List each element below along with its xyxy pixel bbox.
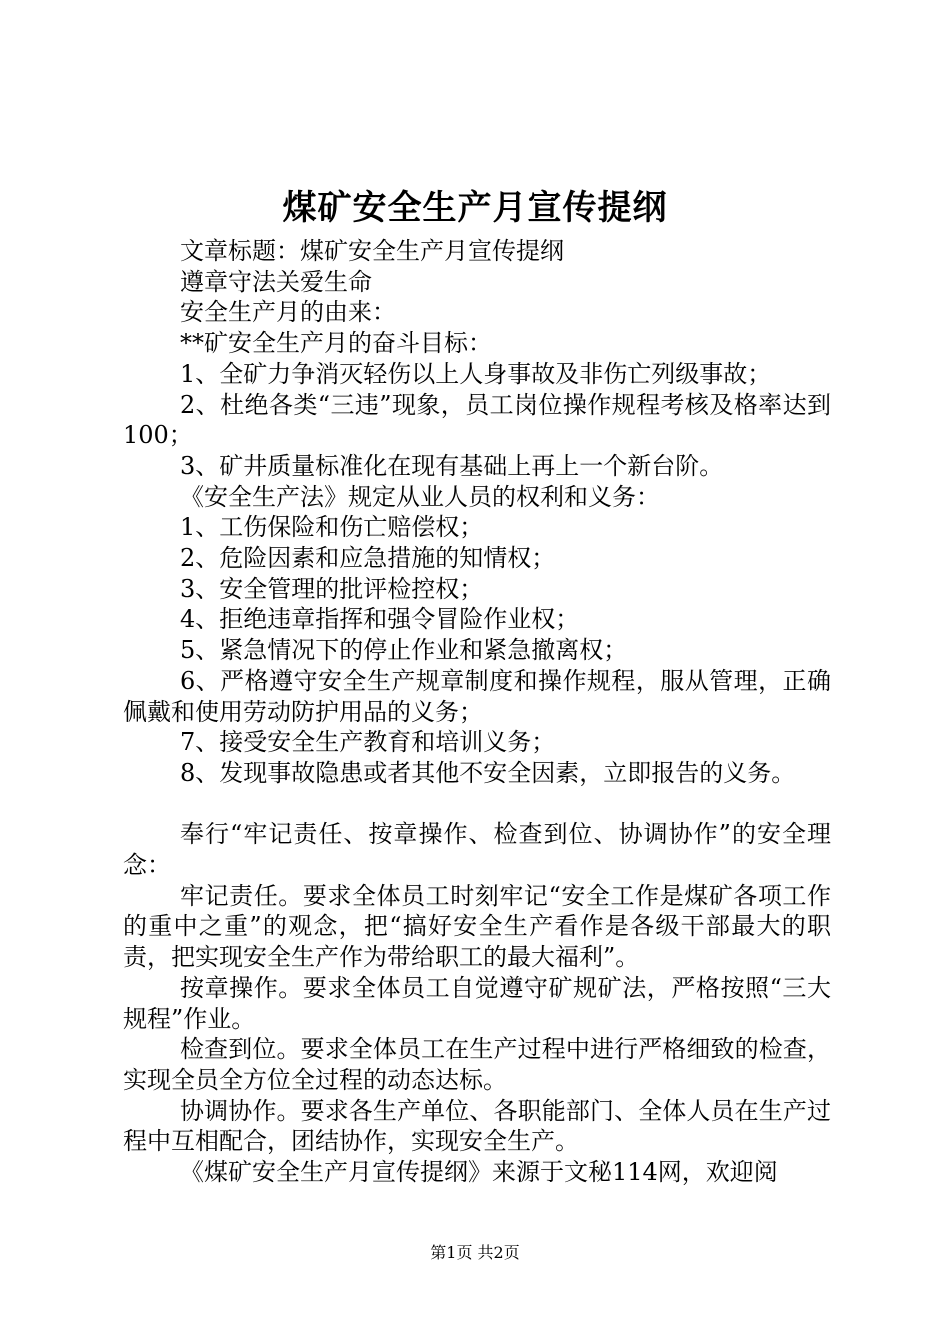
paragraph-goal-2: 2、杜绝各类“三违”现象，员工岗位操作规程考核及格率达到100； [123,390,831,450]
paragraph-duty-8: 8、发现事故隐患或者其他不安全因素，立即报告的义务。 [180,758,796,787]
paragraph-right-2: 2、危险因素和应急措施的知情权； [180,544,556,573]
paragraph-duty-6: 6、严格遵守安全生产规章制度和操作规程，服从管理，正确佩戴和使用劳动防护用品的义务； [123,666,831,726]
paragraph-article-title: 文章标题：煤矿安全生产月宣传提纲 [180,237,564,265]
paragraph-slogan: 遵章守法关爱生命 [180,267,372,296]
paragraph-philosophy-heading: 奉行“牢记责任、按章操作、检查到位、协调协作”的安全理念： [123,820,831,880]
paragraph-source: 《煤矿安全生产月宣传提纲》来源于文秘114网，欢迎阅 [180,1158,778,1187]
paragraph-rights-heading: 《安全生产法》规定从业人员的权利和义务： [180,482,660,511]
paragraph-coordination: 协调协作。要求各生产单位、各职能部门、全体人员在生产过程中互相配合，团结协作，实现安全生产。 [123,1096,831,1156]
paragraph-duty-7: 7、接受安全生产教育和培训义务； [180,728,556,757]
paragraph-inspection: 检查到位。要求全体员工在生产过程中进行严格细致的检查，实现全员全方位全过程的动态达标。 [123,1035,831,1094]
paragraph-right-3: 3、安全管理的批评检控权； [180,574,484,603]
paragraph-rules: 按章操作。要求全体员工自觉遵守矿规矿法，严格按照“三大规程”作业。 [123,973,831,1033]
page-footer: 第1页 共2页 [430,1243,520,1262]
paragraph-goal-1: 1、全矿力争消灭轻伤以上人身事故及非伤亡列级事故； [180,359,772,388]
paragraph-goal-3: 3、矿井质量标准化在现有基础上再上一个新台阶。 [180,451,724,480]
paragraph-goals-heading: **矿安全生产月的奋斗目标： [180,329,492,358]
document-body [123,236,831,1188]
document-title: 煤矿安全生产月宣传提纲 [282,188,668,228]
paragraph-blank [123,789,831,820]
paragraph-right-1: 1、工伤保险和伤亡赔偿权； [180,513,484,542]
paragraph-right-4: 4、拒绝违章指挥和强令冒险作业权； [180,605,580,634]
paragraph-responsibility: 牢记责任。要求全体员工时刻牢记“安全工作是煤矿各项工作的重中之重”的观念，把“搞好安全生产看作是各级干部最大的职责，把实现安全生产作为带给职工的最大福利”。 [123,881,831,972]
paragraph-right-5: 5、紧急情况下的停止作业和紧急撤离权； [180,636,628,665]
paragraph-origin-heading: 安全生产月的由来： [180,298,396,327]
